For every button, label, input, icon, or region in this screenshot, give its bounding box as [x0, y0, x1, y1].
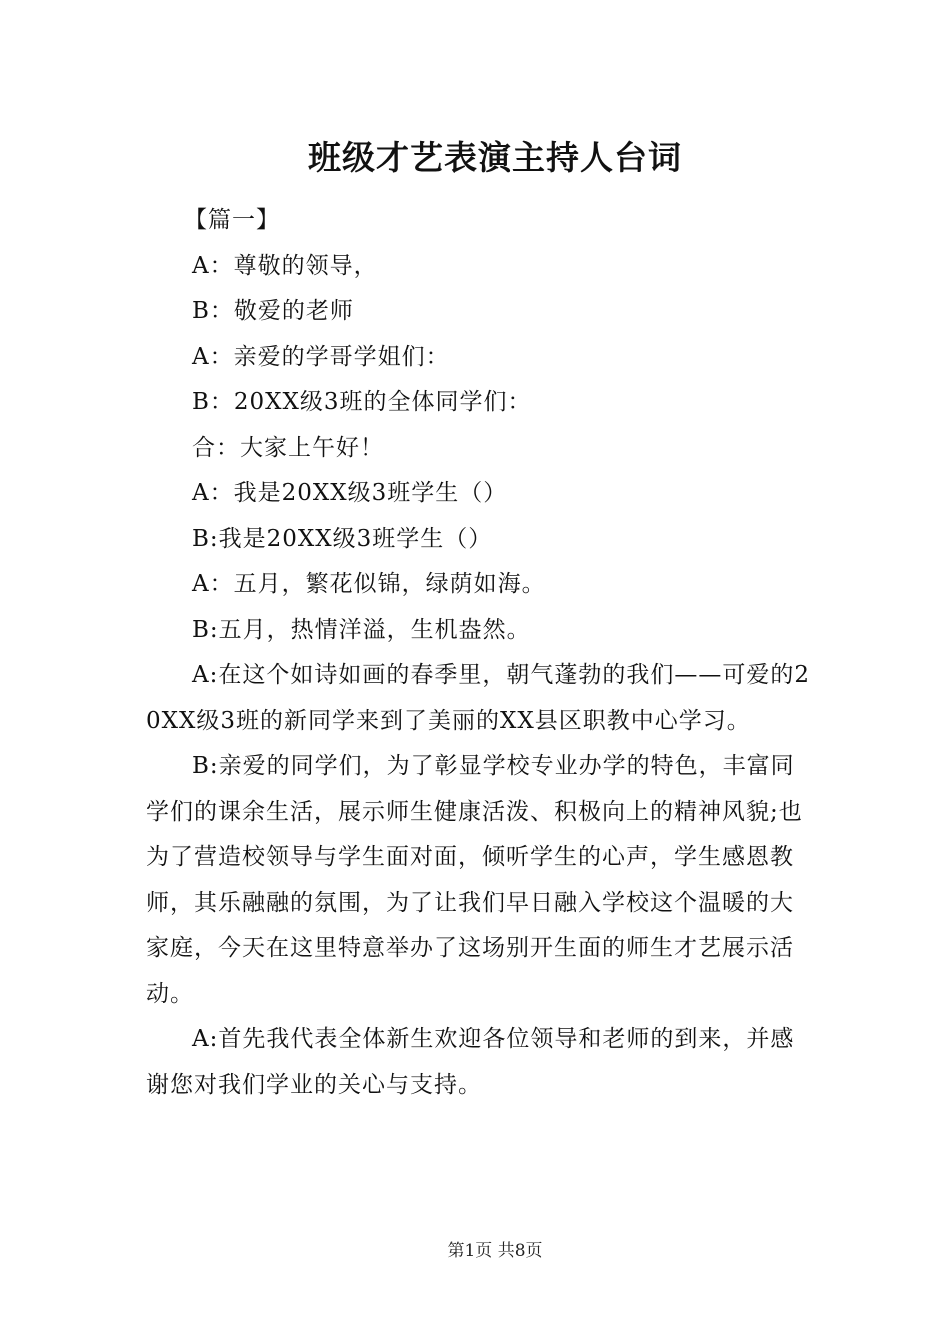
- document-body: [146, 198, 814, 1108]
- paragraph: B：敬爱的老师: [192, 298, 354, 324]
- paragraph: A:首先我代表全体新生欢迎各位领导和老师的到来，并感谢您对我们学业的关心与支持。: [146, 1026, 795, 1098]
- paragraph: B:我是20XX级3班学生（）: [192, 525, 493, 552]
- document-title: 班级才艺表演主持人台词: [308, 138, 682, 177]
- paragraph: A：五月，繁花似锦，绿荫如海。: [192, 571, 546, 597]
- section-heading: 【篇一】: [184, 207, 280, 233]
- paragraph: A:在这个如诗如画的春季里，朝气蓬勃的我们——可爱的20XX级3班的新同学来到了美丽的XX县区职教中心学习。: [146, 662, 810, 734]
- paragraph: A：亲爱的学哥学姐们：: [192, 343, 450, 370]
- page-footer: 第1页 共8页: [447, 1241, 543, 1261]
- paragraph: B:亲爱的同学们，为了彰显学校专业办学的特色，丰富同学们的课余生活，展示师生健康活泼、积极向上的精神风貌;也为了营造校领导与学生面对面，倾听学生的心声，学生感恩教师，其乐融融的氛围，为了让我们早日融入学校这个温暖的大家庭，今天在这里特意举办了这场别开生面的师生才艺展示活动。: [146, 753, 803, 1007]
- paragraph: B：20XX级3班的全体同学们：: [192, 389, 532, 415]
- paragraph: 合：大家上午好！: [192, 434, 384, 461]
- paragraph: A：我是20XX级3班学生（）: [192, 480, 508, 506]
- paragraph: A：尊敬的领导，: [192, 252, 378, 279]
- paragraph: B:五月，热情洋溢，生机盎然。: [192, 616, 531, 643]
